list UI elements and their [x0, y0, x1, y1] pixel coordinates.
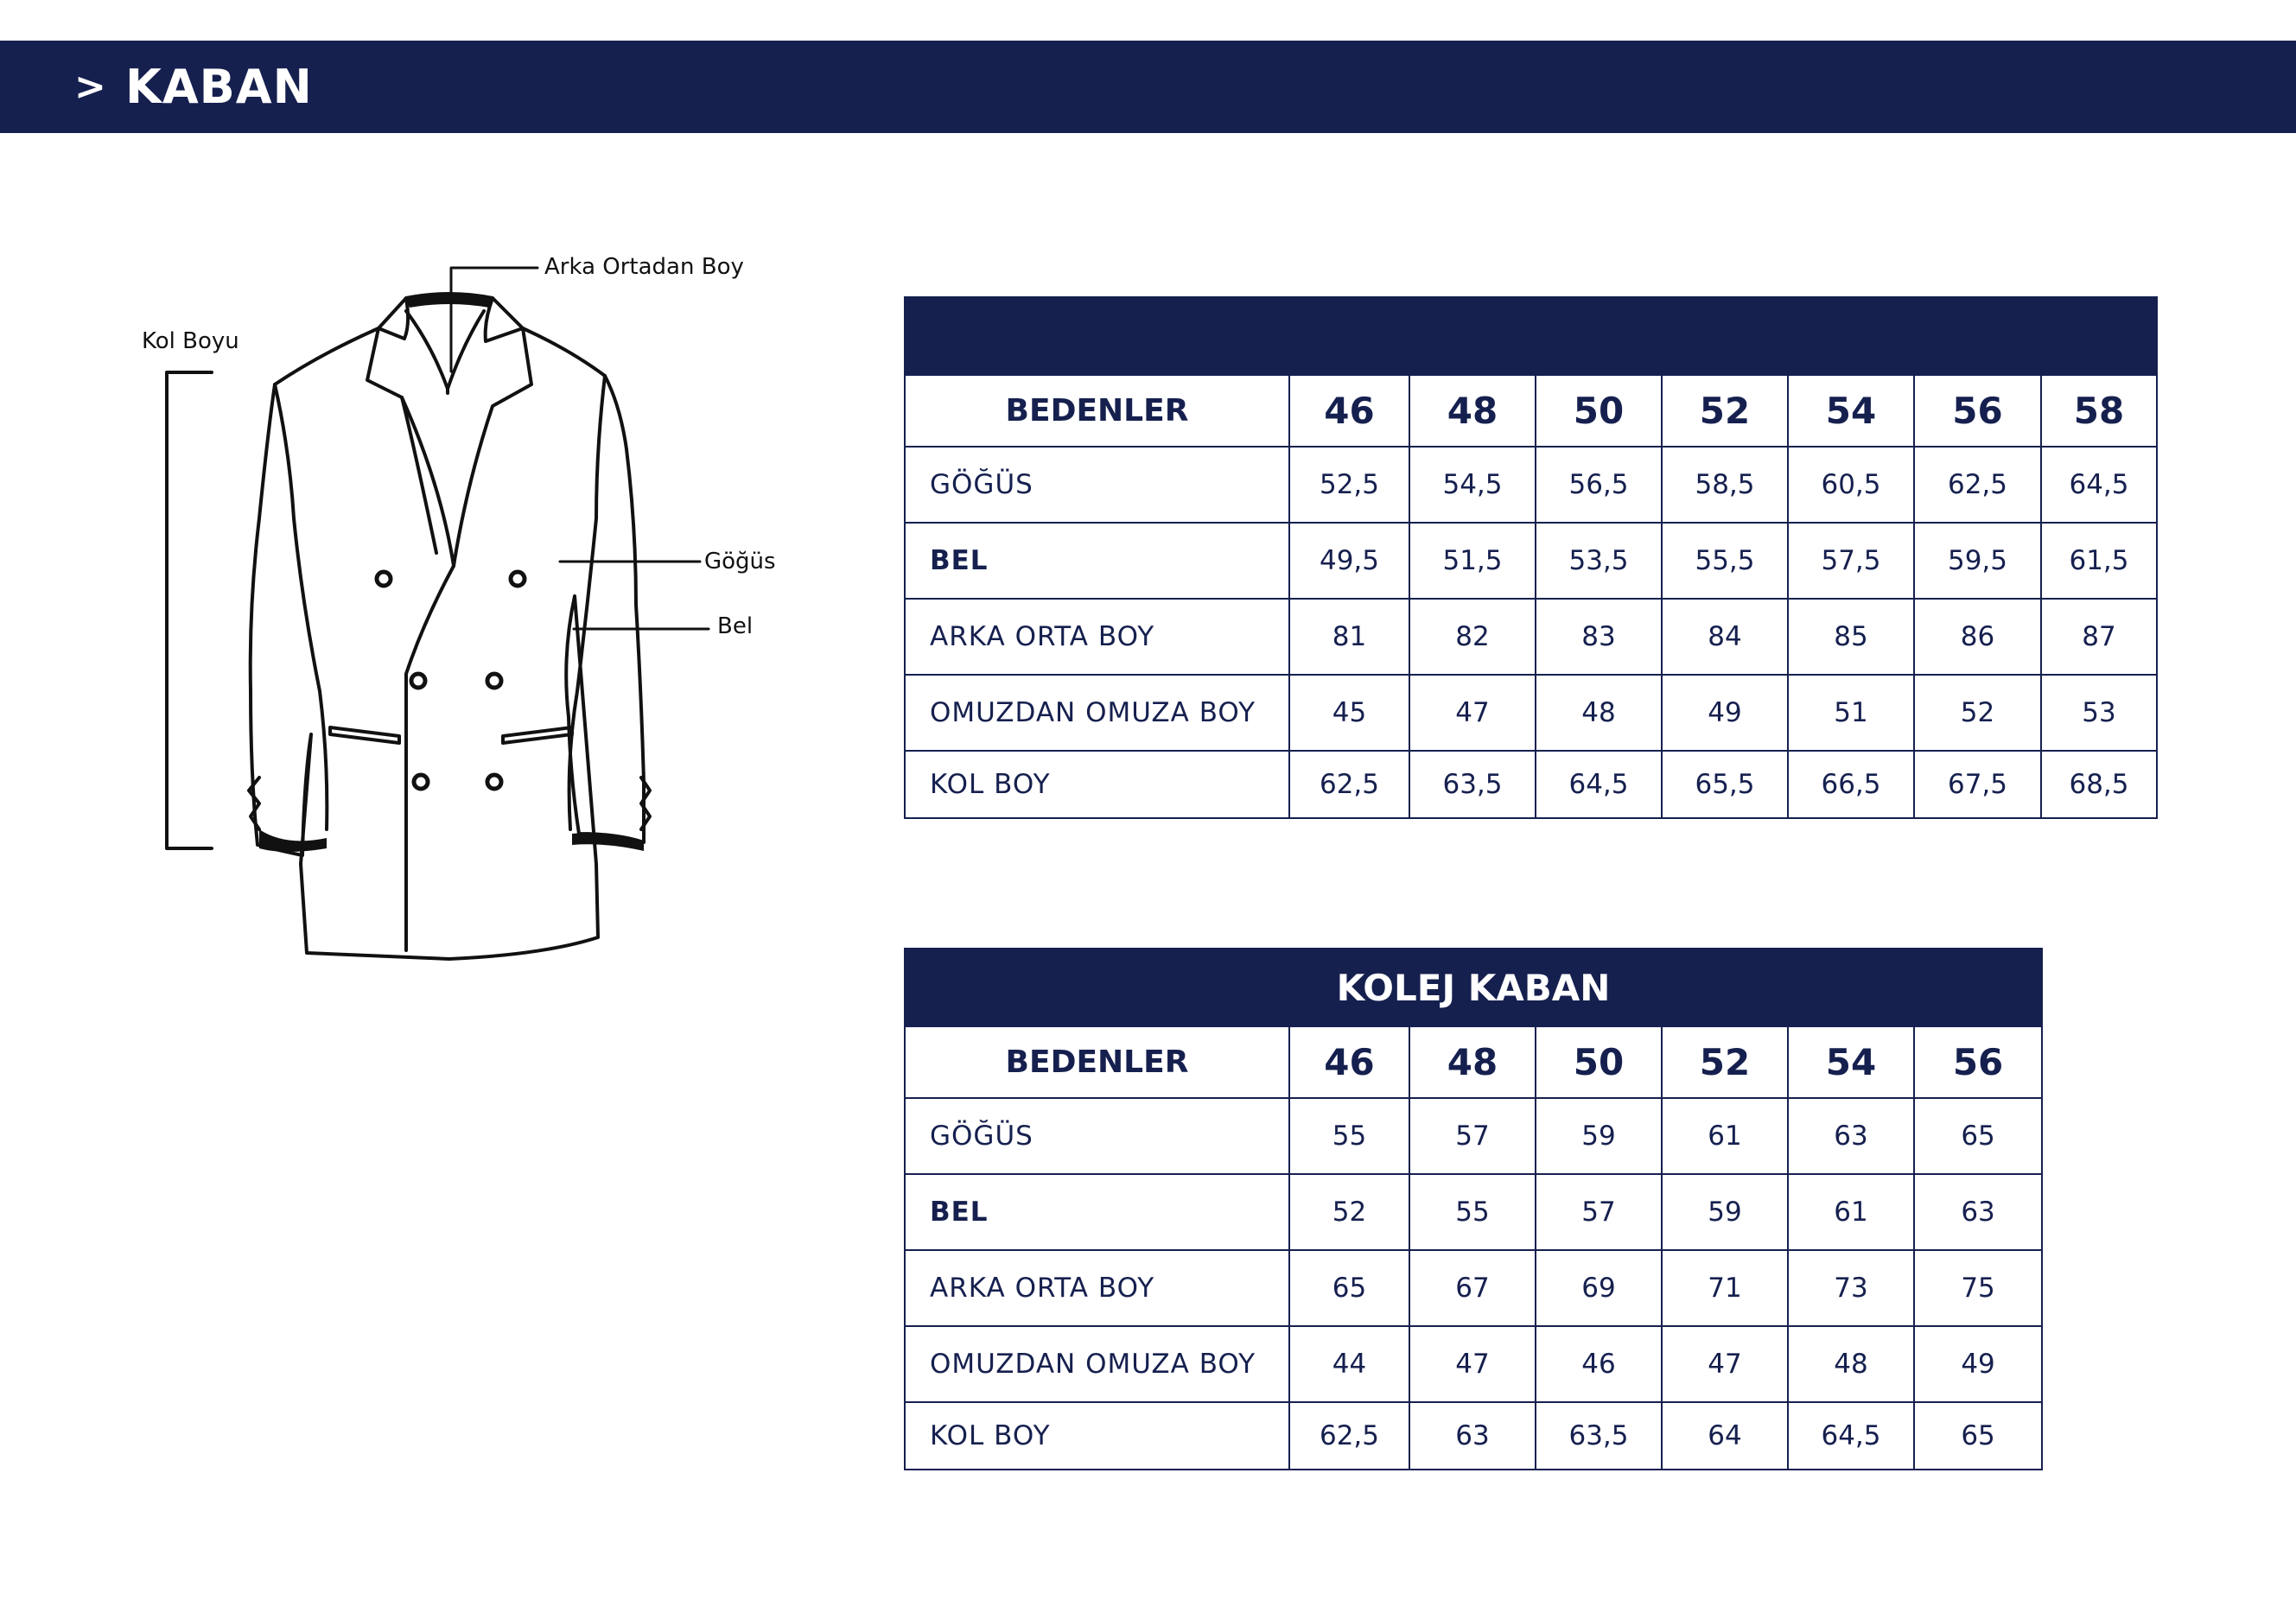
- table-cell: 67: [1409, 1250, 1536, 1326]
- table-cell: 82: [1409, 599, 1536, 675]
- table-cell: 85: [1788, 599, 1914, 675]
- table-cell: 46: [1536, 1326, 1662, 1402]
- table-row: [905, 1174, 2042, 1250]
- table-cell: 81: [1289, 599, 1409, 675]
- table-cell: 63: [1788, 1098, 1914, 1174]
- table-cell: 57,5: [1788, 523, 1914, 599]
- table-title: [905, 297, 2157, 375]
- table-cell: 64: [1662, 1402, 1788, 1470]
- table-cell: 69: [1536, 1250, 1662, 1326]
- table-row: [905, 751, 2157, 818]
- table-cell: 59,5: [1914, 523, 2041, 599]
- size-header: 52: [1662, 375, 1788, 447]
- row-label: BEL: [905, 523, 1289, 599]
- table-cell: 47: [1409, 1326, 1536, 1402]
- table-cell: 55,5: [1662, 523, 1788, 599]
- table-cell: 51,5: [1409, 523, 1536, 599]
- table-cell: 83: [1536, 599, 1662, 675]
- chest-label: Göğüs: [704, 549, 776, 575]
- size-header: 56: [1914, 375, 2041, 447]
- table-cell: 62,5: [1289, 1402, 1409, 1470]
- table-row: [905, 447, 2157, 523]
- size-header: 50: [1536, 375, 1662, 447]
- table-cell: 48: [1788, 1326, 1914, 1402]
- size-header: 54: [1788, 1026, 1914, 1098]
- table-cell: 52: [1914, 675, 2041, 751]
- table-cell: 64,5: [1536, 751, 1662, 818]
- table-row: [905, 1402, 2042, 1470]
- row-label: OMUZDAN OMUZA BOY: [905, 1326, 1289, 1402]
- table-row: [905, 1326, 2042, 1402]
- table-cell: 49: [1662, 675, 1788, 751]
- table-cell: 55: [1289, 1098, 1409, 1174]
- table-cell: 44: [1289, 1326, 1409, 1402]
- table-cell: 75: [1914, 1250, 2042, 1326]
- sizes-header: BEDENLER: [905, 1026, 1289, 1098]
- size-header: 46: [1289, 1026, 1409, 1098]
- chevron-right-icon: >: [74, 65, 106, 109]
- size-header: 54: [1788, 375, 1914, 447]
- table-cell: 65: [1914, 1402, 2042, 1470]
- table-cell: 53: [2041, 675, 2157, 751]
- sizes-header: BEDENLER: [905, 375, 1289, 447]
- table-row: [905, 1250, 2042, 1326]
- table-row: [905, 675, 2157, 751]
- table-cell: 60,5: [1788, 447, 1914, 523]
- table-cell: 45: [1289, 675, 1409, 751]
- table-cell: 54,5: [1409, 447, 1536, 523]
- table-row: [905, 523, 2157, 599]
- table-cell: 56,5: [1536, 447, 1662, 523]
- kolej-kaban-size-table: [904, 948, 2043, 1470]
- table-cell: 86: [1914, 599, 2041, 675]
- table-cell: 49: [1914, 1326, 2042, 1402]
- table-cell: 57: [1536, 1174, 1662, 1250]
- table-cell: 48: [1536, 675, 1662, 751]
- table-cell: 65: [1914, 1098, 2042, 1174]
- table-cell: 61: [1662, 1098, 1788, 1174]
- back-length-label: Arka Ortadan Boy: [544, 254, 744, 280]
- row-label: KOL BOY: [905, 1402, 1289, 1470]
- row-label: BEL: [905, 1174, 1289, 1250]
- row-label: ARKA ORTA BOY: [905, 1250, 1289, 1326]
- size-header: 56: [1914, 1026, 2042, 1098]
- table-cell: 63: [1914, 1174, 2042, 1250]
- table-cell: 53,5: [1536, 523, 1662, 599]
- table-cell: 47: [1662, 1326, 1788, 1402]
- table-cell: 87: [2041, 599, 2157, 675]
- table-cell: 61,5: [2041, 523, 2157, 599]
- size-header: 58: [2041, 375, 2157, 447]
- waist-label: Bel: [717, 613, 754, 639]
- row-label: GÖĞÜS: [905, 1098, 1289, 1174]
- table-cell: 84: [1662, 599, 1788, 675]
- table-cell: 63,5: [1409, 751, 1536, 818]
- table-cell: 59: [1536, 1098, 1662, 1174]
- table-header-row: [905, 375, 2157, 447]
- table-cell: 65,5: [1662, 751, 1788, 818]
- table-row: [905, 1098, 2042, 1174]
- table-cell: 64,5: [2041, 447, 2157, 523]
- size-header: 48: [1409, 1026, 1536, 1098]
- row-label: KOL BOY: [905, 751, 1289, 818]
- table-cell: 62,5: [1914, 447, 2041, 523]
- table-cell: 51: [1788, 675, 1914, 751]
- kaban-size-table: [904, 296, 2158, 819]
- table-cell: 52: [1289, 1174, 1409, 1250]
- table-cell: 59: [1662, 1174, 1788, 1250]
- table-cell: 64,5: [1788, 1402, 1914, 1470]
- table-cell: 63: [1409, 1402, 1536, 1470]
- table-cell: 68,5: [2041, 751, 2157, 818]
- table-cell: 66,5: [1788, 751, 1914, 818]
- row-label: GÖĞÜS: [905, 447, 1289, 523]
- section-header: [0, 41, 2296, 133]
- table-header-row: [905, 1026, 2042, 1098]
- section-title: KABAN: [125, 60, 313, 114]
- table-row: [905, 599, 2157, 675]
- table-cell: 49,5: [1289, 523, 1409, 599]
- size-header: 48: [1409, 375, 1536, 447]
- size-header: 52: [1662, 1026, 1788, 1098]
- row-label: OMUZDAN OMUZA BOY: [905, 675, 1289, 751]
- table-cell: 47: [1409, 675, 1536, 751]
- table-cell: 65: [1289, 1250, 1409, 1326]
- table-cell: 67,5: [1914, 751, 2041, 818]
- row-label: ARKA ORTA BOY: [905, 599, 1289, 675]
- sleeve-length-label: Kol Boyu: [142, 328, 239, 354]
- table-cell: 73: [1788, 1250, 1914, 1326]
- table-cell: 61: [1788, 1174, 1914, 1250]
- table-cell: 58,5: [1662, 447, 1788, 523]
- table-title: KOLEJ KABAN: [905, 949, 2042, 1026]
- table-cell: 57: [1409, 1098, 1536, 1174]
- table-cell: 62,5: [1289, 751, 1409, 818]
- table-cell: 55: [1409, 1174, 1536, 1250]
- table-cell: 71: [1662, 1250, 1788, 1326]
- size-header: 46: [1289, 375, 1409, 447]
- table-cell: 52,5: [1289, 447, 1409, 523]
- size-header: 50: [1536, 1026, 1662, 1098]
- table-cell: 63,5: [1536, 1402, 1662, 1470]
- coat-illustration: [130, 251, 804, 968]
